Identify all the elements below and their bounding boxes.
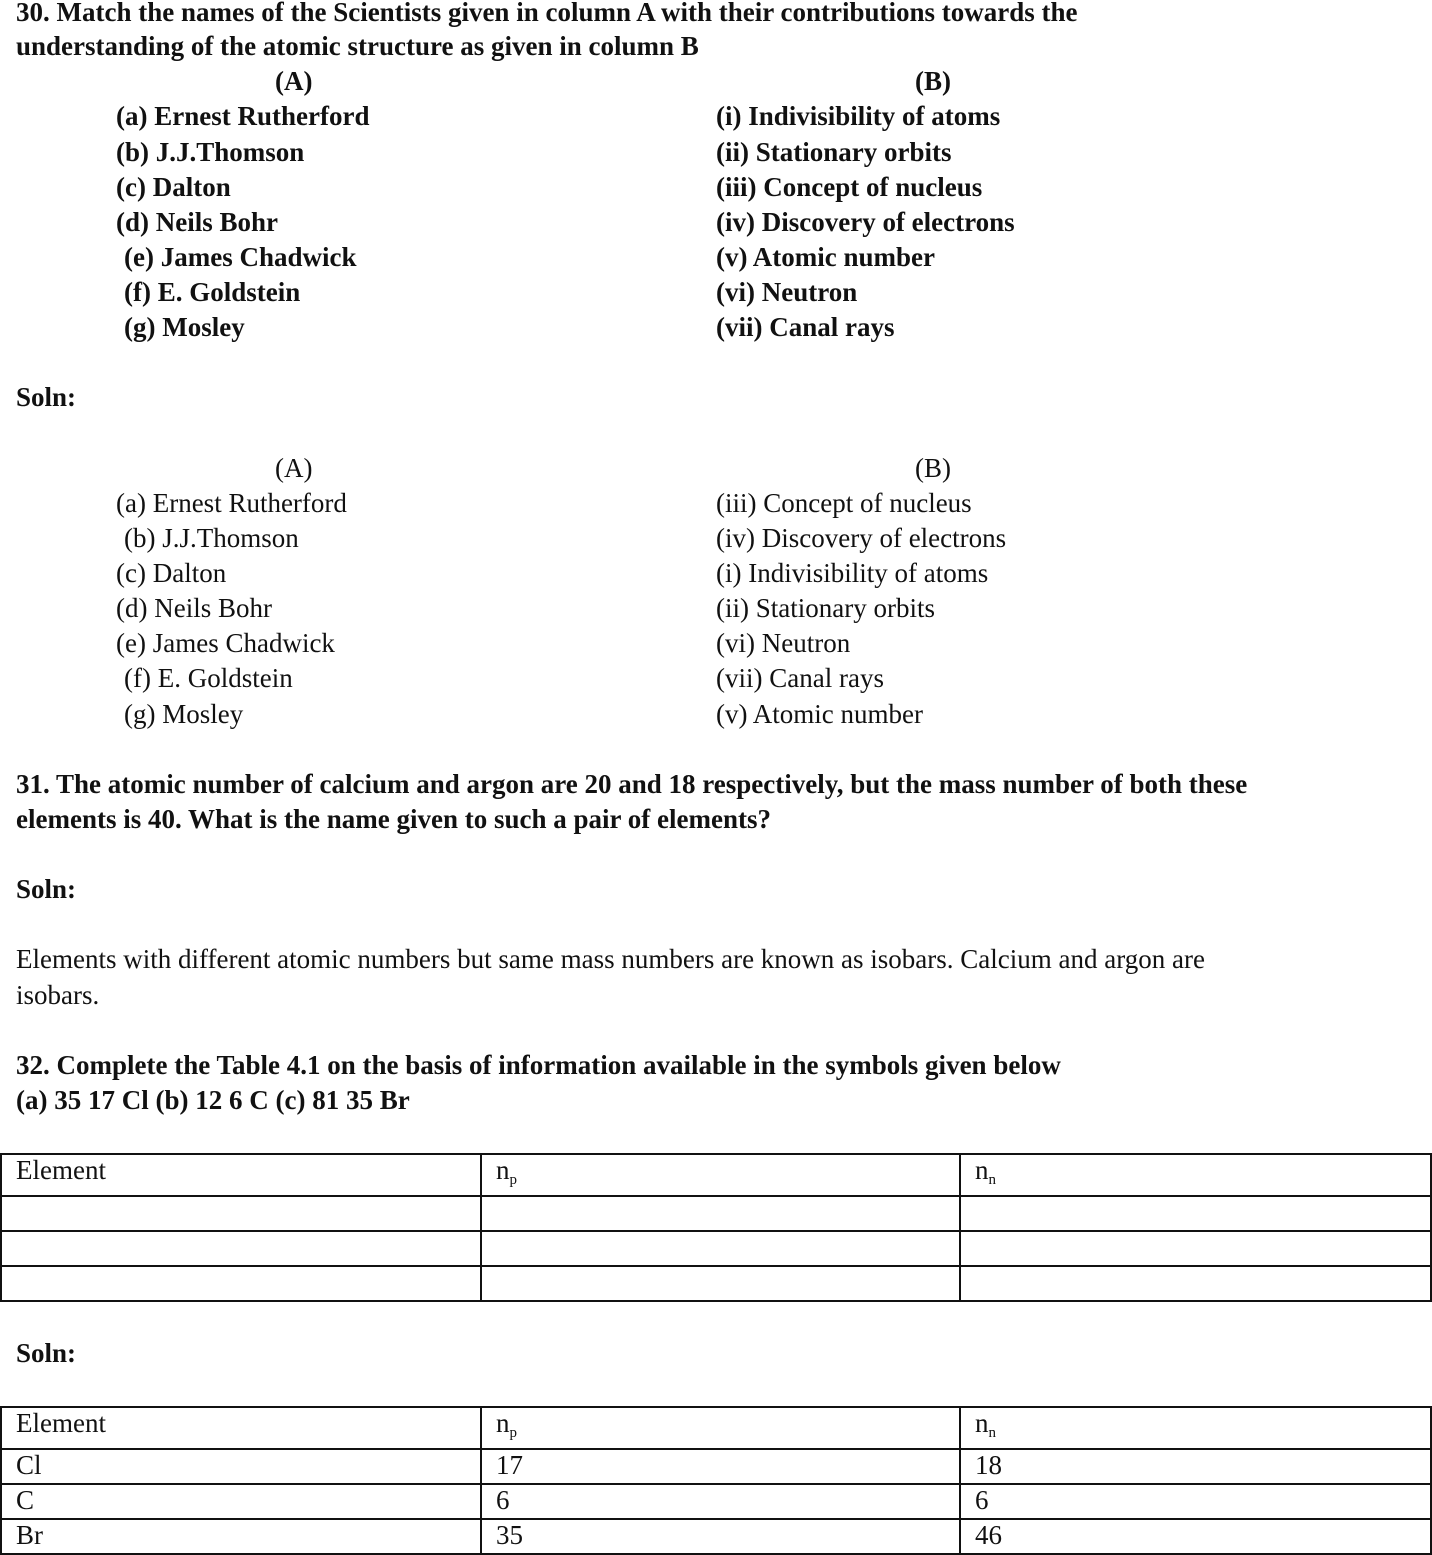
table-row bbox=[1, 1231, 1431, 1266]
col-a-item: (f) E. Goldstein bbox=[124, 277, 301, 307]
header-nn: $n_n$ bbox=[960, 1154, 1431, 1196]
q31-title-line2: elements is 40. What is the name given to such a pair of elements? bbox=[16, 804, 771, 834]
cell-np: 35 bbox=[481, 1519, 960, 1554]
col-b-item: (iii) Concept of nucleus bbox=[716, 172, 983, 202]
blank-cell bbox=[1, 1196, 481, 1231]
ans-b-item: (v) Atomic number bbox=[716, 699, 923, 729]
blank-cell bbox=[960, 1266, 1431, 1301]
q30-title-line1: 30. Match the names of the Scientists given in column A with their contributions towards the bbox=[16, 0, 1078, 27]
col-b-item: (i) Indivisibility of atoms bbox=[716, 101, 1001, 131]
col-b-item: (vii) Canal rays bbox=[716, 312, 895, 342]
blank-cell bbox=[481, 1231, 960, 1266]
q30-title-line2: understanding of the atomic structure as given in column B bbox=[16, 31, 699, 61]
col-b-item: (v) Atomic number bbox=[716, 242, 935, 272]
cell-nn: 6 bbox=[960, 1484, 1431, 1519]
q31-title-line1: 31. The atomic number of calcium and argon are 20 and 18 respectively, but the mass number of both these bbox=[16, 769, 1248, 799]
ans-a-item: (d) Neils Bohr bbox=[116, 593, 272, 623]
ans-b-item: (i) Indivisibility of atoms bbox=[716, 558, 989, 588]
table-row bbox=[1, 1196, 1431, 1231]
blank-cell bbox=[1, 1266, 481, 1301]
table-header-row bbox=[1, 1154, 1431, 1196]
col-a-item: (a) Ernest Rutherford bbox=[116, 101, 370, 131]
cell-element: C bbox=[1, 1484, 481, 1519]
q32-title-line1: 32. Complete the Table 4.1 on the basis of information available in the symbols given below bbox=[16, 1050, 1061, 1080]
header-np: $n_p$ bbox=[481, 1154, 960, 1196]
ans-a-item: (g) Mosley bbox=[124, 699, 244, 729]
cell-np: 6 bbox=[481, 1484, 960, 1519]
ans-a-item: (e) James Chadwick bbox=[116, 628, 335, 658]
col-b-item: (vi) Neutron bbox=[716, 277, 858, 307]
col-a-item: (d) Neils Bohr bbox=[116, 207, 278, 237]
ans-b-item: (vi) Neutron bbox=[716, 628, 851, 658]
blank-cell bbox=[1, 1231, 481, 1266]
blank-cell bbox=[960, 1196, 1431, 1231]
blank-table bbox=[0, 1153, 1432, 1302]
header-element: Element bbox=[1, 1154, 481, 1196]
table-header-row bbox=[1, 1407, 1431, 1449]
header-element: Element bbox=[1, 1407, 481, 1449]
header-nn: $n_n$ bbox=[960, 1407, 1431, 1449]
ans-b-header: (B) bbox=[915, 453, 951, 483]
table-row bbox=[1, 1519, 1431, 1554]
blank-cell bbox=[481, 1196, 960, 1231]
blank-cell bbox=[960, 1231, 1431, 1266]
col-a-header: (A) bbox=[275, 66, 313, 96]
ans-a-item: (c) Dalton bbox=[116, 558, 227, 588]
col-a-item: (e) James Chadwick bbox=[124, 242, 357, 272]
col-a-item: (b) J.J.Thomson bbox=[116, 137, 305, 167]
ans-b-item: (iii) Concept of nucleus bbox=[716, 488, 972, 518]
col-b-item: (iv) Discovery of electrons bbox=[716, 207, 1015, 237]
cell-element: Br bbox=[1, 1519, 481, 1554]
q31-soln-label: Soln: bbox=[16, 874, 77, 904]
ans-a-header: (A) bbox=[275, 453, 313, 483]
table-row bbox=[1, 1449, 1431, 1484]
cell-nn: 46 bbox=[960, 1519, 1431, 1554]
col-a-item: (c) Dalton bbox=[116, 172, 231, 202]
col-b-item: (ii) Stationary orbits bbox=[716, 137, 952, 167]
cell-np: 17 bbox=[481, 1449, 960, 1484]
q30-soln-label: Soln: bbox=[16, 382, 77, 412]
table-row bbox=[1, 1266, 1431, 1301]
header-np: $n_p$ bbox=[481, 1407, 960, 1449]
ans-b-item: (vii) Canal rays bbox=[716, 663, 884, 693]
cell-element: Cl bbox=[1, 1449, 481, 1484]
table-row bbox=[1, 1484, 1431, 1519]
q31-answer-line2: isobars. bbox=[16, 980, 100, 1010]
col-b-header: (B) bbox=[915, 66, 951, 96]
ans-a-item: (f) E. Goldstein bbox=[124, 663, 293, 693]
ans-a-item: (b) J.J.Thomson bbox=[124, 523, 299, 553]
cell-nn: 18 bbox=[960, 1449, 1431, 1484]
blank-cell bbox=[481, 1266, 960, 1301]
q31-answer-line1: Elements with different atomic numbers but same mass numbers are known as isobars. Calcium and argon are bbox=[16, 944, 1205, 974]
ans-b-item: (ii) Stationary orbits bbox=[716, 593, 935, 623]
ans-b-item: (iv) Discovery of electrons bbox=[716, 523, 1007, 553]
q32-title-line2: (a) 35 17 Cl (b) 12 6 C (c) 81 35 Br bbox=[16, 1085, 410, 1115]
q32-soln-label: Soln: bbox=[16, 1338, 77, 1368]
answer-table bbox=[0, 1406, 1432, 1555]
ans-a-item: (a) Ernest Rutherford bbox=[116, 488, 347, 518]
col-a-item: (g) Mosley bbox=[124, 312, 245, 342]
